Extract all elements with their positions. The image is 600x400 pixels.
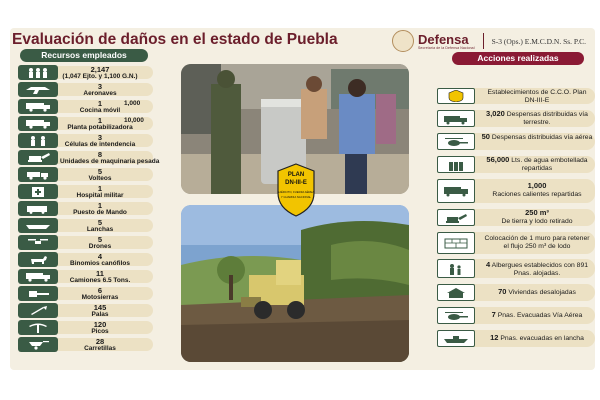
resource-row	[18, 338, 156, 351]
action-text	[481, 209, 593, 226]
action-text	[481, 133, 593, 142]
chainsaw-icon	[18, 286, 58, 301]
action-row	[437, 88, 597, 104]
action-value: 56,000	[486, 155, 510, 164]
action-description: Pnas. evacuadas en lancha	[500, 335, 584, 342]
resource-number: 11	[96, 269, 104, 278]
action-value: 250 m³	[525, 208, 549, 217]
resource-row	[18, 287, 156, 300]
resource-number: 3	[97, 82, 103, 91]
resource-label: Camiones 6.5 Tons.	[69, 277, 131, 284]
action-row	[437, 156, 597, 173]
action-row	[437, 307, 597, 324]
resource-number: 5	[97, 167, 103, 176]
resource-row	[18, 66, 156, 79]
action-row	[437, 110, 597, 127]
resource-row	[18, 304, 156, 317]
house-icon	[437, 284, 475, 301]
dog-icon	[18, 252, 58, 267]
resource-number: 1	[97, 99, 103, 108]
plan-dn-iii-e-badge	[276, 163, 316, 217]
resource-number: 145	[93, 303, 107, 312]
action-row	[437, 209, 597, 226]
resource-row	[18, 321, 156, 334]
resource-number: 8	[97, 150, 103, 159]
resource-number: 4	[97, 252, 103, 261]
mobile-kitchen-icon	[18, 99, 58, 114]
resource-label: Carretillas	[84, 345, 116, 352]
resource-row	[18, 202, 156, 215]
resource-row	[18, 117, 156, 130]
resource-label: Drones	[88, 243, 112, 250]
excavator-icon	[437, 209, 475, 226]
retaining-wall-icon	[437, 232, 475, 254]
action-value: 4	[485, 260, 491, 269]
resource-label: Lanchas	[86, 226, 114, 233]
page-title: Evaluación de daños en el estado de Puebla	[12, 31, 338, 48]
resource-row	[18, 270, 156, 283]
resource-row	[18, 100, 156, 113]
resource-row	[18, 83, 156, 96]
resource-label: Planta potabilizadora	[67, 124, 133, 131]
brand-divider	[483, 33, 484, 49]
defensa-brand	[392, 30, 586, 52]
plan-badge-icon	[437, 88, 475, 104]
action-text	[481, 234, 593, 251]
hospital-icon	[18, 184, 58, 199]
action-value: 7	[491, 310, 496, 319]
troops-icon	[18, 65, 58, 80]
action-description: Establecimientos de C.C.O. Plan DN-III-E	[487, 89, 587, 104]
action-text	[481, 88, 593, 105]
photo-debris-removal	[181, 205, 409, 362]
actions-heading: Acciones realizadas	[452, 52, 584, 65]
resource-number: 5	[97, 218, 103, 227]
resource-label: Palas	[91, 311, 109, 318]
action-description: Albergues establecidos con 891 Pnas. alojadas.	[491, 262, 589, 277]
action-value: 1,000	[527, 181, 547, 190]
pickaxe-icon	[18, 320, 58, 335]
resource-number: 6	[97, 286, 103, 295]
resource-number: 1	[97, 184, 103, 193]
brand-text	[418, 33, 475, 50]
action-text	[481, 182, 593, 199]
resource-row	[18, 236, 156, 249]
action-description: Viviendas desalojadas	[508, 289, 576, 296]
resource-capacity: 10,000	[124, 117, 144, 124]
resource-row	[18, 134, 156, 147]
resource-row	[18, 185, 156, 198]
action-row	[437, 133, 597, 150]
resource-label: Cocina móvil	[79, 107, 121, 114]
resource-number: 3	[97, 133, 103, 142]
action-text	[481, 334, 593, 343]
resource-row	[18, 253, 156, 266]
resource-label: Puesto de Mando	[73, 209, 127, 216]
action-row	[437, 232, 597, 254]
heavy-machinery-icon	[18, 150, 58, 165]
drone-icon	[18, 235, 58, 250]
action-text	[481, 110, 593, 127]
resource-number: 1	[97, 201, 103, 210]
hot-meals-icon	[437, 179, 475, 203]
action-row	[437, 179, 597, 203]
evac-helicopter-icon	[437, 307, 475, 324]
brand-subtitle: Secretaría de la Defensa Nacional	[418, 45, 475, 50]
action-text	[481, 156, 593, 173]
resource-number: 1	[97, 116, 103, 125]
pantry-truck-icon	[437, 110, 475, 127]
action-value: 12	[490, 333, 499, 342]
resource-row	[18, 219, 156, 232]
national-seal-icon	[392, 30, 414, 52]
resource-number: 120	[93, 320, 107, 329]
action-description: Despensas distribuidas vía terrestre.	[506, 111, 588, 126]
action-description: Colocación de 1 muro para retener el flujo 250 m³ de lodo	[484, 235, 590, 250]
resource-row	[18, 150, 160, 165]
action-text	[481, 311, 593, 320]
resource-label: Volteos	[88, 175, 112, 182]
brand-name: Defensa	[418, 31, 469, 47]
truck-icon	[18, 269, 58, 284]
action-row	[437, 330, 597, 347]
resource-number: 5	[97, 235, 103, 244]
action-description: Pnas. Evacuadas Vía Aérea	[497, 312, 583, 319]
action-text	[481, 261, 593, 278]
resource-label: Hospital militar	[76, 192, 124, 199]
resource-label: Aeronaves	[83, 90, 117, 97]
aircraft-icon	[18, 82, 58, 97]
badge-line-4: Y GUARDIA NACIONAL	[280, 195, 312, 199]
resources-heading: Recursos empleados	[20, 49, 148, 62]
resource-label: Picos	[91, 328, 109, 335]
action-text	[481, 288, 593, 297]
wheelbarrow-icon	[18, 337, 58, 352]
action-value: 50	[481, 132, 490, 141]
resource-row	[18, 168, 156, 181]
action-value: 70	[498, 287, 507, 296]
action-value: 3,020	[486, 109, 505, 118]
shovel-icon	[18, 303, 58, 318]
resource-number: 28	[95, 337, 105, 346]
dump-truck-icon	[18, 167, 58, 182]
action-description: Despensas distribuidas vía aérea	[491, 134, 593, 141]
boat-icon	[18, 218, 58, 233]
resource-label: Células de intendencia	[64, 141, 136, 148]
resource-number: 2,147	[90, 65, 110, 74]
evac-boat-icon	[437, 330, 475, 347]
water-bottle-icon	[437, 156, 475, 173]
resource-label: Unidades de maquinaria pesada	[60, 158, 160, 165]
command-post-icon	[18, 201, 58, 216]
water-plant-icon	[18, 116, 58, 131]
action-row	[437, 259, 597, 278]
action-description: Raciones calientes repartidas	[492, 191, 582, 198]
action-description: De tierra y lodo retirado	[501, 218, 573, 225]
action-row	[437, 284, 597, 301]
helicopter-icon	[437, 133, 475, 150]
action-description: Lts. de agua embotellada repartidas	[511, 157, 588, 172]
badge-line-2: DN-III-E	[285, 180, 307, 186]
supply-cell-icon	[18, 133, 58, 148]
section-code: S-3 (Ops.) E.M.C.D.N. Ss. P.C.	[491, 36, 587, 46]
resource-label: Binomios canófilos	[70, 260, 130, 267]
resource-label: (1,047 Ejto. y 1,100 G.N.)	[62, 73, 138, 80]
resource-label: Motosierras	[81, 294, 119, 301]
badge-line-1: PLAN	[287, 172, 305, 178]
badge-line-3: EJÉRCITO, FUERZA AÉREA	[277, 190, 315, 194]
shelter-icon	[437, 259, 475, 278]
resource-capacity: 1,000	[124, 100, 141, 107]
